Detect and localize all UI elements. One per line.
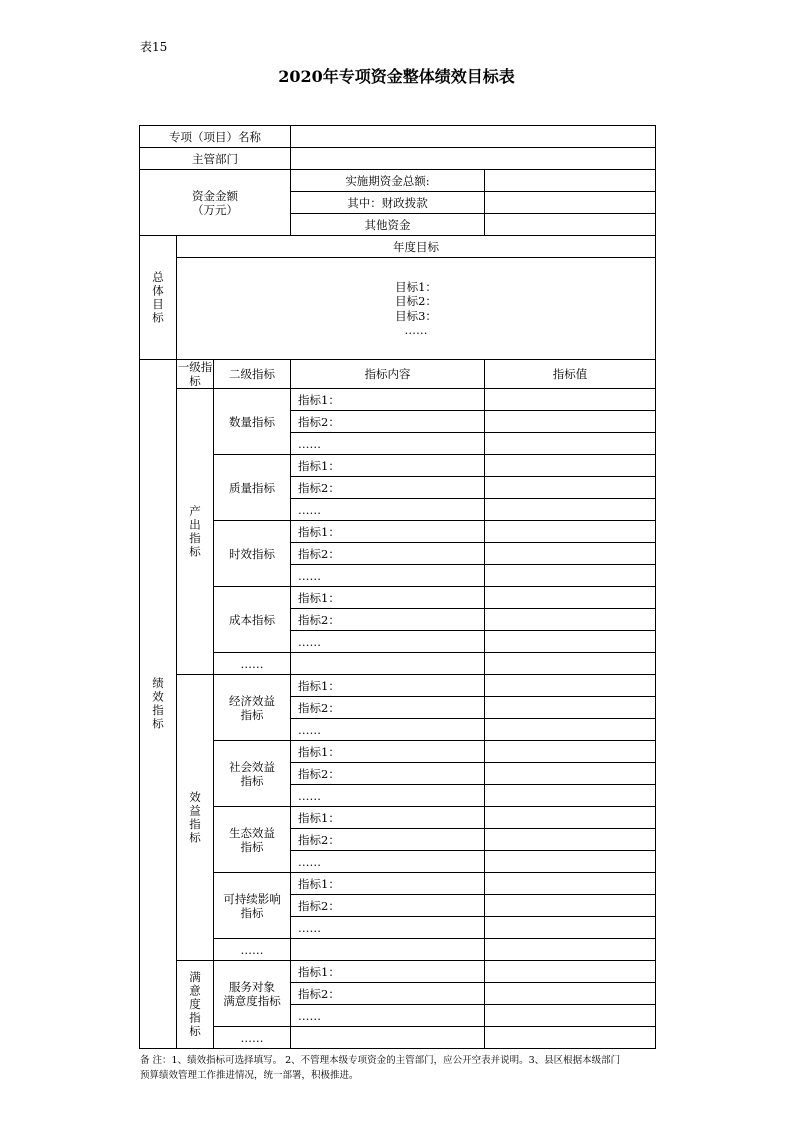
- indicator-item[interactable]: 指标1：: [291, 961, 485, 983]
- indicator-value[interactable]: [485, 609, 656, 631]
- sustainable-impact-line1: 可持续影响: [223, 891, 281, 906]
- goal-line: 目标3：: [395, 308, 437, 323]
- performance-indicator-label: 绩效指标: [140, 360, 177, 1049]
- indicator-value[interactable]: [485, 719, 656, 741]
- indicator-value[interactable]: [485, 785, 656, 807]
- funds-total-value[interactable]: [485, 170, 656, 192]
- indicator-item[interactable]: 指标2：: [291, 983, 485, 1005]
- funds-other-value[interactable]: [485, 214, 656, 236]
- indicator-value[interactable]: [485, 411, 656, 433]
- indicator-value[interactable]: [485, 829, 656, 851]
- project-name-label: 专项（项目）名称: [140, 126, 291, 148]
- indicator-value[interactable]: [485, 961, 656, 983]
- footnote-line1: 备 注：1、绩效指标可选择填写。 2、不管理本级专项资金的主管部门，应公开空表并说明。3、县区根据本级部门: [140, 1055, 621, 1066]
- indicator-value[interactable]: [485, 1027, 656, 1049]
- col-value-header: 指标值: [485, 360, 656, 389]
- footnote-line2: 预算绩效管理工作推进情况，统一部署，积极推进。: [140, 1070, 359, 1081]
- table-row: [140, 389, 656, 411]
- indicator-value[interactable]: [485, 895, 656, 917]
- indicator-value[interactable]: [485, 741, 656, 763]
- annual-goal-content[interactable]: [177, 258, 656, 360]
- funds-total-label: 实施期资金总额:: [291, 170, 485, 192]
- output-indicator-label: 产出指标: [177, 389, 214, 675]
- indicator-value[interactable]: [485, 587, 656, 609]
- quality-indicator-label: 质量指标: [214, 455, 291, 521]
- table-row: [140, 587, 656, 609]
- social-benefit-label: [214, 741, 291, 807]
- service-satisfaction-line1: 服务对象: [229, 979, 275, 994]
- satisfaction-more-label: ……: [214, 1027, 291, 1049]
- indicator-item[interactable]: ……: [291, 851, 485, 873]
- col-level2-header: 二级指标: [214, 360, 291, 389]
- table-number: 表15: [140, 40, 168, 54]
- table-row: [140, 807, 656, 829]
- indicator-item[interactable]: [291, 1027, 485, 1049]
- indicator-value[interactable]: [485, 631, 656, 653]
- timeliness-indicator-label: 时效指标: [214, 521, 291, 587]
- ecological-benefit-label: [214, 807, 291, 873]
- funds-other-label: 其他资金: [291, 214, 485, 236]
- indicator-value[interactable]: [485, 763, 656, 785]
- funds-fiscal-label: 其中：财政拨款: [291, 192, 485, 214]
- sustainable-impact-label: [214, 873, 291, 939]
- col-content-header: 指标内容: [291, 360, 485, 389]
- indicator-item[interactable]: 指标2：: [291, 411, 485, 433]
- table-row: [140, 521, 656, 543]
- indicator-item[interactable]: 指标1：: [291, 587, 485, 609]
- ecological-benefit-line2: 指标: [240, 839, 264, 854]
- indicator-value[interactable]: [485, 389, 656, 411]
- indicator-item[interactable]: 指标2：: [291, 895, 485, 917]
- social-benefit-line2: 指标: [240, 773, 264, 788]
- benefit-indicator-label: 效益指标: [177, 675, 214, 961]
- annual-goal-header: 年度目标: [177, 236, 656, 258]
- indicator-item[interactable]: [291, 939, 485, 961]
- indicator-value[interactable]: [485, 851, 656, 873]
- indicator-value[interactable]: [485, 543, 656, 565]
- table-row: [140, 1027, 656, 1049]
- goal-line: 目标1：: [395, 279, 437, 294]
- social-benefit-line1: 社会效益: [229, 759, 275, 774]
- indicator-value[interactable]: [485, 1005, 656, 1027]
- indicator-item[interactable]: 指标2：: [291, 609, 485, 631]
- indicator-item[interactable]: ……: [291, 1005, 485, 1027]
- service-satisfaction-label: [214, 961, 291, 1027]
- col-level1-header: [177, 360, 214, 389]
- indicator-item[interactable]: 指标2：: [291, 829, 485, 851]
- indicator-item[interactable]: ……: [291, 433, 485, 455]
- indicator-item[interactable]: 指标1：: [291, 873, 485, 895]
- economic-benefit-label: [214, 675, 291, 741]
- indicator-value[interactable]: [485, 499, 656, 521]
- indicator-item[interactable]: 指标1：: [291, 389, 485, 411]
- output-more-label: ……: [214, 653, 291, 675]
- table-row: [140, 455, 656, 477]
- row-funds-total: [140, 170, 656, 192]
- footnote: [140, 1053, 660, 1083]
- page-title: 2020年专项资金整体绩效目标表: [278, 67, 515, 86]
- table-row: [140, 961, 656, 983]
- indicator-item[interactable]: 指标1：: [291, 741, 485, 763]
- table-row: [140, 873, 656, 895]
- indicator-item[interactable]: ……: [291, 499, 485, 521]
- row-annual-goal-content: [140, 258, 656, 360]
- economic-benefit-line1: 经济效益: [229, 693, 275, 708]
- indicator-item[interactable]: 指标2：: [291, 477, 485, 499]
- ecological-benefit-line1: 生态效益: [229, 825, 275, 840]
- indicator-item[interactable]: ……: [291, 785, 485, 807]
- indicator-value[interactable]: [485, 873, 656, 895]
- table-row: [140, 675, 656, 697]
- funds-label: [140, 170, 291, 236]
- col-level1-line1: 一级指标: [177, 360, 213, 388]
- economic-benefit-line2: 指标: [240, 707, 264, 722]
- indicator-item[interactable]: 指标1：: [291, 675, 485, 697]
- row-project-name: [140, 126, 656, 148]
- indicator-value[interactable]: [485, 477, 656, 499]
- row-indicator-header: [140, 360, 656, 389]
- funds-unit-text: （万元）: [192, 202, 238, 217]
- indicator-item[interactable]: 指标2：: [291, 697, 485, 719]
- table-row: [140, 653, 656, 675]
- performance-target-table: [139, 125, 656, 1049]
- service-satisfaction-line2: 满意度指标: [223, 993, 281, 1008]
- indicator-value[interactable]: [485, 455, 656, 477]
- indicator-item[interactable]: ……: [291, 917, 485, 939]
- indicator-value[interactable]: [485, 565, 656, 587]
- satisfaction-indicator-label: 满意度指标: [177, 961, 214, 1049]
- cost-indicator-label: 成本指标: [214, 587, 291, 653]
- indicator-value[interactable]: [485, 807, 656, 829]
- indicator-value[interactable]: [485, 653, 656, 675]
- indicator-value[interactable]: [485, 939, 656, 961]
- indicator-item[interactable]: 指标1：: [291, 807, 485, 829]
- sustainable-impact-line2: 指标: [240, 905, 264, 920]
- department-label: 主管部门: [140, 148, 291, 170]
- row-department: [140, 148, 656, 170]
- indicator-value[interactable]: [485, 675, 656, 697]
- table-row: [140, 741, 656, 763]
- funds-label-text: 资金金额: [192, 188, 238, 203]
- indicator-value[interactable]: [485, 983, 656, 1005]
- indicator-value[interactable]: [485, 697, 656, 719]
- goal-line: 目标2：: [395, 294, 437, 308]
- indicator-value[interactable]: [485, 917, 656, 939]
- indicator-item[interactable]: 指标1：: [291, 455, 485, 477]
- project-name-value[interactable]: [291, 126, 656, 148]
- indicator-item[interactable]: 指标1：: [291, 521, 485, 543]
- department-value[interactable]: [291, 148, 656, 170]
- quantity-indicator-label: 数量指标: [214, 389, 291, 455]
- indicator-item[interactable]: [291, 653, 485, 675]
- benefit-more-label: ……: [214, 939, 291, 961]
- funds-fiscal-value[interactable]: [485, 192, 656, 214]
- indicator-value[interactable]: [485, 433, 656, 455]
- indicator-item[interactable]: ……: [291, 631, 485, 653]
- indicator-value[interactable]: [485, 521, 656, 543]
- table-row: [140, 939, 656, 961]
- indicator-item[interactable]: ……: [291, 565, 485, 587]
- indicator-item[interactable]: ……: [291, 719, 485, 741]
- indicator-item[interactable]: 指标2：: [291, 543, 485, 565]
- indicator-item[interactable]: 指标2：: [291, 763, 485, 785]
- goal-line: ……: [404, 323, 428, 337]
- overall-goal-label: 总体目标: [140, 236, 177, 360]
- row-annual-goal-header: [140, 236, 656, 258]
